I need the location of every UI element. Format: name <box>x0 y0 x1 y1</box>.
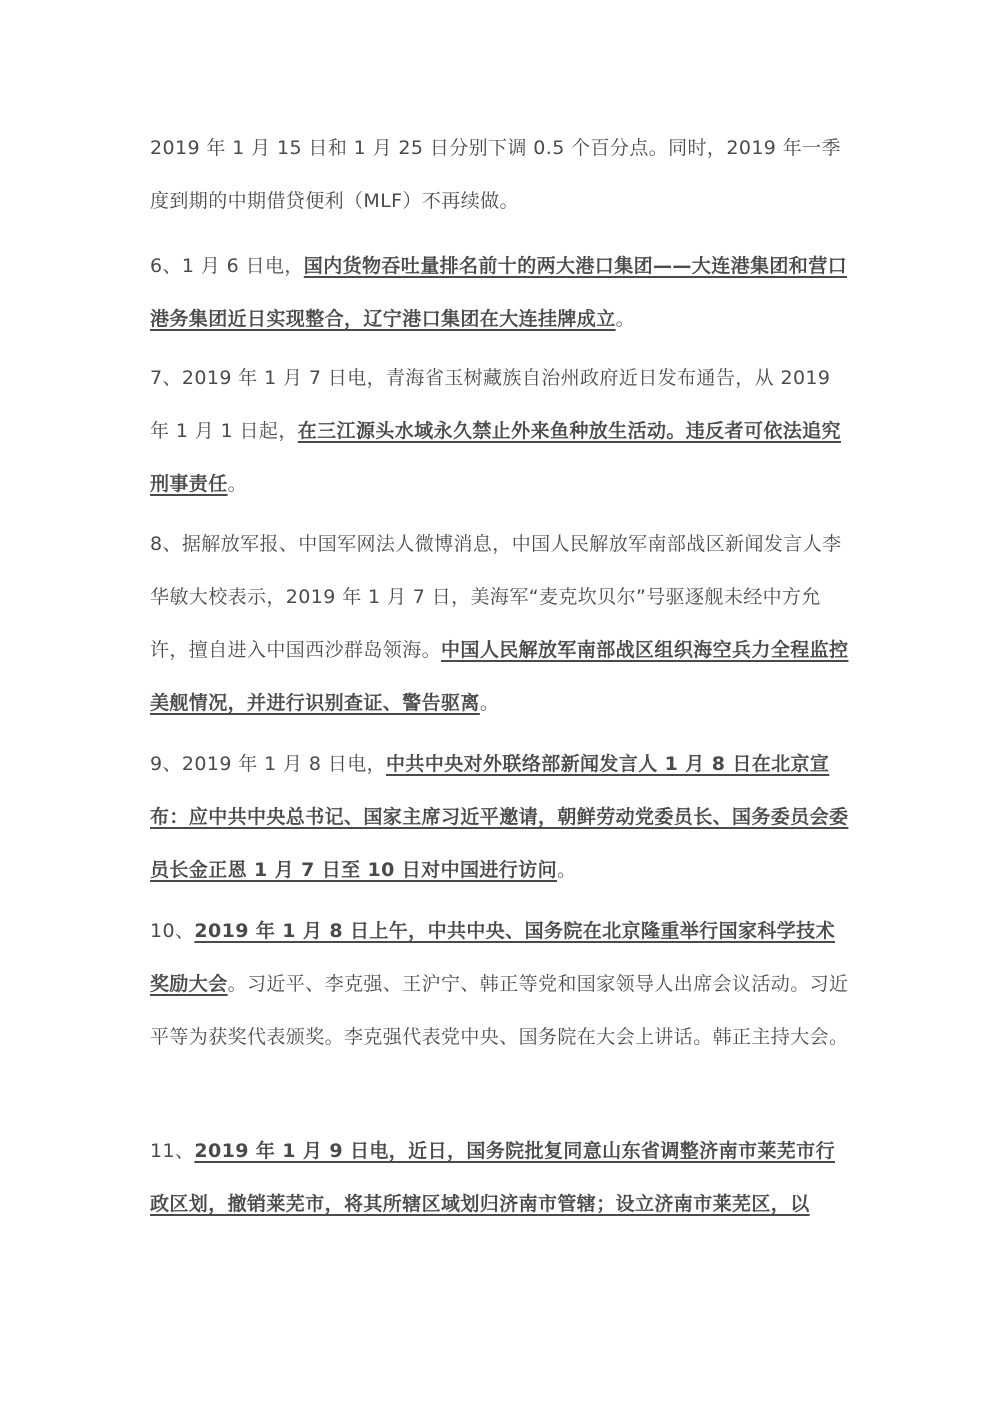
paragraph-text: 。 <box>479 692 500 714</box>
paragraph-text: 。 <box>556 859 577 881</box>
paragraph-highlight: 中国人民解放军南部战区组织海空兵力全程监控美舰情况，并进行识别查证、警告驱离 <box>150 639 849 714</box>
paragraph-item-9 <box>150 738 850 897</box>
paragraph-item-8 <box>150 518 850 730</box>
paragraph-text: 7、2019 年 1 月 7 日电，青海省玉树藏族自治州政府近日发布通告，从 2019 年 1 月 1 日起， <box>150 367 831 442</box>
paragraph-text: 。 <box>227 473 248 495</box>
paragraph-text: 9、2019 年 1 月 8 日电， <box>150 753 387 775</box>
paragraph-item-11 <box>150 1125 850 1231</box>
paragraph-highlight: 中共中央对外联络部新闻发言人 1 月 8 日在北京宣布：应中共中央总书记、国家主席习近平邀请，朝鲜劳动党委员长、国务委员会委员长金正恩 1 月 7 日至 10 日对中国进行访问 <box>150 753 849 881</box>
paragraph-item-10 <box>150 905 850 1064</box>
paragraph-text: 10、 <box>150 920 195 942</box>
paragraph-mlf <box>150 122 850 228</box>
paragraph-highlight: 在三江源头水域永久禁止外来鱼种放生活动。违反者可依法追究刑事责任 <box>150 420 841 495</box>
paragraph-text: 。习近平、李克强、王沪宁、韩正等党和国家领导人出席会议活动。习近平等为获奖代表颁奖。李克强代表党中央、国务院在大会上讲话。韩正主持大会。 <box>150 973 849 1048</box>
paragraph-text: 6、1 月 6 日电， <box>150 255 304 277</box>
paragraph-highlight: 国内货物吞吐量排名前十的两大港口集团——大连港集团和营口港务集团近日实现整合，辽宁港口集团在大连挂牌成立 <box>150 255 847 330</box>
paragraph-text: 2019 年 1 月 15 日和 1 月 25 日分别下调 0.5 个百分点。同时，2019 年一季度到期的中期借贷便利（MLF）不再续做。 <box>150 137 841 212</box>
paragraph-text: 。 <box>615 308 636 330</box>
paragraph-item-7 <box>150 352 850 511</box>
paragraph-text: 11、 <box>150 1140 195 1162</box>
paragraph-item-6 <box>150 240 850 346</box>
paragraph-highlight: 2019 年 1 月 9 日电，近日，国务院批复同意山东省调整济南市莱芜市行政区划，撤销莱芜市，将其所辖区域划归济南市管辖；设立济南市莱芜区，以 <box>150 1140 835 1215</box>
paragraph-highlight: 2019 年 1 月 8 日上午，中共中央、国务院在北京隆重举行国家科学技术奖励大会 <box>150 920 835 995</box>
paragraph-text: 8、据解放军报、中国军网法人微博消息，中国人民解放军南部战区新闻发言人李华敏大校表示，2019 年 1 月 7 日，美海军“麦克坎贝尔”号驱逐舰未经中方允许，擅自进入中国西沙群岛领海。 <box>150 533 842 661</box>
